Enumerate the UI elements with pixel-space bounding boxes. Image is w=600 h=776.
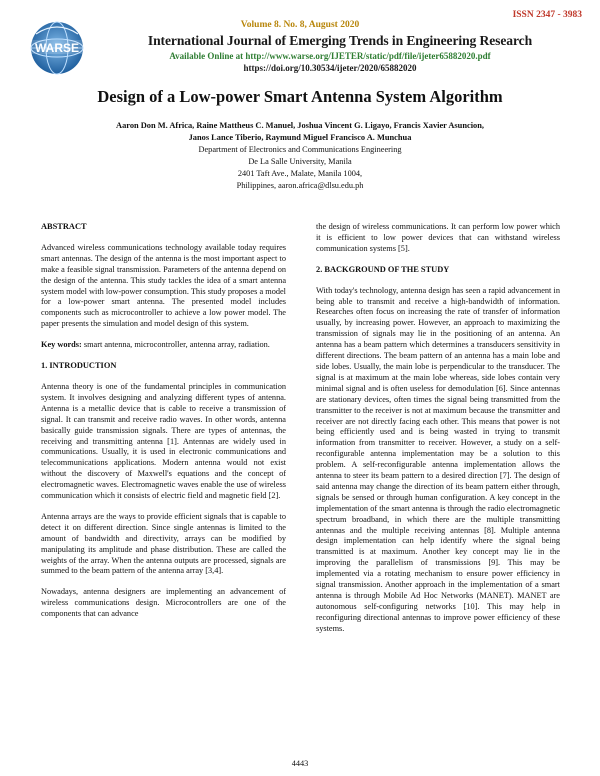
- background-paragraph: With today's technology, antenna design has seen a rapid advancement in being able to transmit and receive a high-bandwidth of information. Researches often focus on increasing the rate of transfer of information usually, by increasing power. However, an approach to maximizing the transmission of signals may lie in the positioning of an antenna. An antenna has a beam pattern which determines a transducers sensitivity in different directions. The beam pattern of an antenna has a main lobe and side lobes. Usually, the main lobe is perpendicular to the transducer. The signal is at maximum at the main lobe whereas, side lobes contain very minimal signal and is often useless for demodulation [6]. Since antennas are stationary devices, often times the signal being transmitted from the transmitter to the receiver is not at maximum because the transmitter and receiver are not directly facing each other. This means that power is not being efficiently used and is being wasted in trying to transmit information from transmitter to receiver. However, a study on a self-reconfigurable antenna implementation may be a solution to this problem. A self-reconfigurable antenna implementation allows the antenna to steer its beam pattern to a desired direction [7]. The design of said antenna may change the direction of its beam pattern either through, signals be sensed or through human configuration. A key concept in the implementation of the smart antenna is through the radio electromagnetic spectrum broadband, in which there are the multiple transmitting antennas and the multiple receiving antennas [8]. Multiple antenna design implementation can help identify where the signal being transmitted is at maximum. Another key concept may lie in the improving the parallelism of transmissions [9]. This may be implemented via a rotating mechanism to ensure power efficiency in signal transmission. Another approach in the implementation of a smart antenna is through Mobile Ad Hoc Networks (MANET). MANET are autonomous self-configuring networks [10]. This may help in reconfiguring directional antennas to improve power efficiency of these systems.: [316, 285, 560, 633]
- keywords-label: Key words:: [41, 340, 82, 350]
- issn-label: ISSN 2347 - 3983: [512, 10, 582, 20]
- journal-title: International Journal of Emerging Trends in Engineering Research: [147, 33, 533, 48]
- online-url-link[interactable]: Available Online at http://www.warse.org/IJETER/static/pdf/file/ijeter65882020.pdf: [169, 51, 491, 61]
- intro-continued-paragraph: the design of wireless communications. It can perform low power which it is efficient to low power devices that can withstand wireless communication systems [5].: [316, 222, 560, 253]
- authors-block: [40, 120, 560, 144]
- right-column: [316, 222, 560, 645]
- intro-paragraph-3: Nowadays, antenna designers are implementing an advancement of wireless communications design. Microcontrollers are one of the components that can advance: [41, 587, 286, 619]
- intro-paragraph-1: Antenna theory is one of the fundamental principles in communication system. It involves designing and analyzing different types of antenna. Antenna is a metallic device that is cable to receive a transmission of signal. It can transmit and receive radio waves. In other words, antenna basically guide transmission signals. There are types of antennas, the receiving and transmitting antenna [1]. Antennas are widely used in communications. Usually, it is used in electronic communications and telecommunications applications. Modern antenna would not exist without the discovery of Maxwell's equations and the concept of electromagnetic waves. Electromagnetic waves enable the use of wireless communication which it consists of electric field and magnetic field [2].: [41, 381, 286, 501]
- authors-line-2: Janos Lance Tiberio, Raymund Miguel Francisco A. Munchua: [188, 133, 412, 142]
- page-number: 4443: [291, 759, 309, 768]
- introduction-heading: 1. INTRODUCTION: [41, 361, 117, 371]
- affiliation-country-email: Philippines, aaron.africa@dlsu.edu.ph: [236, 181, 364, 190]
- abstract-text: Advanced wireless communications technology available today requires smart antennas. The design of the antenna is the most important aspect to make a feasible signal transmission. Parameters of the antenna depend on the design of the antenna. This study tackles the idea of a smart antenna system model with low-power consumption. This study proposes a model for a low-power smart antenna. The presented model includes components such as microcontroller to achieve a low power model. The paper presents the simulation and model design of this system.: [41, 242, 286, 329]
- intro-paragraph-2: Antenna arrays are the ways to provide efficient signals that is capable to detect it on different direction. Since single antennas is limited to the amount of bandwidth and directivity, arrays can be modified by manipulating its amplitude and phase distribution. These are called the weights of the array. When the antenna outputs are processed, signals are summed to the beam pattern of the antenna array [3,4].: [41, 511, 286, 576]
- volume-line: Volume 8. No. 8, August 2020: [240, 20, 360, 30]
- authors-line-1: Aaron Don M. Africa, Raine Mattheus C. Manuel, Joshua Vincent G. Ligayo, Francis Xavier Asuncion,: [116, 121, 484, 130]
- doi-link[interactable]: https://doi.org/10.30534/ijeter/2020/65882020: [243, 63, 417, 73]
- keywords-paragraph: [41, 340, 286, 351]
- affiliation-dept: Department of Electronics and Communications Engineering: [198, 145, 402, 154]
- affiliation-address: 2401 Taft Ave., Malate, Manila 1004,: [237, 169, 363, 178]
- affiliation-university: De La Salle University, Manila: [248, 157, 352, 166]
- abstract-heading: ABSTRACT: [41, 222, 87, 231]
- paper-title: Design of a Low-power Smart Antenna System Algorithm: [97, 87, 503, 106]
- left-column: [41, 222, 286, 630]
- background-heading: 2. BACKGROUND OF THE STUDY: [316, 264, 450, 274]
- logo-text: WARSE: [34, 41, 80, 55]
- affiliation-block: [40, 144, 560, 192]
- keywords-text: smart antenna, microcontroller, antenna array, radiation.: [81, 340, 270, 350]
